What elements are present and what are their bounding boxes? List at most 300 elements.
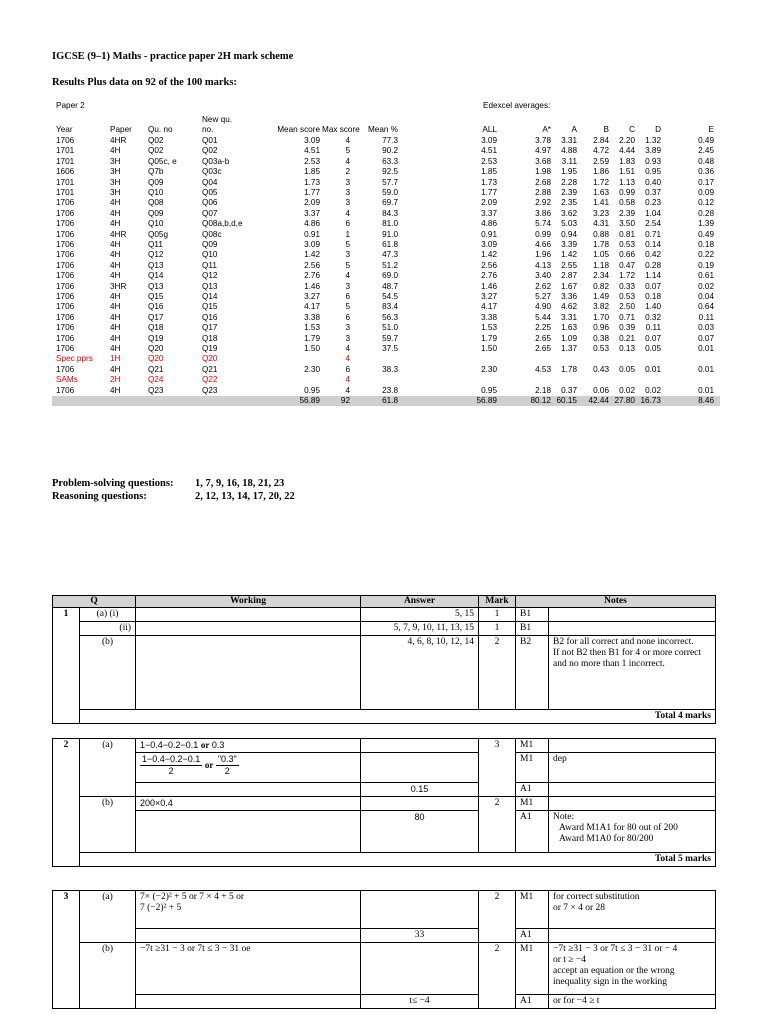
q1-a-ii-code: B1 — [516, 622, 549, 636]
q2-a-code-m1: M1 — [516, 739, 549, 753]
results-row-cell-9: 1.63 — [561, 323, 577, 333]
results-row-cell-4: 1.77 — [304, 188, 320, 197]
results-row-cell-3: Q04 — [202, 177, 218, 187]
results-row-cell-11: 0.66 — [619, 250, 635, 260]
results-totals-cell-11: 27.80 — [614, 396, 635, 405]
results-row-cell-6: 59.0 — [382, 188, 398, 197]
results-row-cell-4: 1.46 — [304, 281, 320, 291]
results-row-cell-13: 0.19 — [698, 260, 714, 270]
results-row-cell-3: Q15 — [202, 302, 218, 312]
q2-b-working: 200×0.4 — [136, 797, 361, 811]
results-row-cell-2: Q19 — [148, 333, 164, 343]
q2-b-code-m1: M1 — [516, 797, 549, 811]
results-row-cell-2: Q13 — [148, 260, 164, 270]
results-row-cell-8: 1.98 — [535, 167, 551, 177]
q2-a-code-m1-dep: M1 — [516, 753, 549, 783]
results-row-cell-10: 1.70 — [593, 312, 609, 322]
results-row-cell-0: 1706 — [56, 323, 75, 333]
results-row-cell-3: Q23 — [202, 385, 218, 395]
results-totals-cell-7: 56.89 — [476, 396, 497, 405]
results-row-cell-5: 3 — [345, 188, 350, 197]
results-row-cell-11: 3.50 — [619, 219, 635, 229]
results-row-cell-1: 4H — [110, 219, 121, 229]
results-row-cell-3: Q21 — [202, 364, 218, 374]
results-row-cell-5: 4 — [345, 385, 350, 395]
results-row-cell-2: Q05c, e — [148, 156, 177, 166]
results-row-cell-12: 0.28 — [645, 260, 661, 270]
results-row-cell-7: 1.50 — [481, 344, 497, 353]
q3-part-b: (b) — [80, 943, 136, 1009]
results-totals-cell-6: 61.8 — [382, 396, 398, 405]
results-row-cell-0: 1706 — [56, 229, 75, 239]
results-row-cell-9: 1.37 — [561, 344, 577, 353]
results-row-cell-1: 3HR — [110, 281, 127, 291]
results-row-cell-6: 90.2 — [382, 146, 398, 156]
results-row-cell-11: 2.20 — [619, 136, 635, 145]
results-row-cell-6: 48.7 — [382, 281, 398, 291]
results-row-cell-11: 0.05 — [619, 364, 635, 374]
results-row-cell-13: 0.49 — [698, 136, 714, 145]
results-row-cell-12: 0.32 — [645, 312, 661, 322]
q2-b-code-a1: A1 — [516, 811, 549, 853]
results-row-cell-11: 0.39 — [619, 323, 635, 333]
q2-part-b: (b) — [80, 797, 136, 853]
q2-number: 2 — [53, 739, 80, 867]
results-row-cell-10: 1.86 — [593, 167, 609, 177]
results-row-cell-7: 2.09 — [481, 198, 497, 208]
q3-b-note-2: or t ≥ −4 — [553, 955, 586, 965]
q1-b-note-2: If not B2 then B1 for 4 or more correct and no more than 1 incorrect. — [553, 648, 702, 669]
results-row-cell-12: 0.95 — [645, 167, 661, 177]
results-totals-cell-10: 42.44 — [588, 396, 609, 405]
results-row-cell-5: 4 — [345, 354, 350, 364]
q3-a-note-1: for correct substitution — [553, 892, 640, 902]
results-row-cell-12: 0.42 — [645, 250, 661, 260]
results-row-cell-5: 3 — [345, 281, 350, 291]
results-header-cell-11: C — [629, 125, 635, 134]
results-row-cell-11: 0.81 — [619, 229, 635, 239]
results-header-cell-7: ALL — [482, 125, 497, 134]
results-row-cell-12: 0.14 — [645, 240, 661, 249]
results-row-cell-5: 1 — [345, 229, 350, 239]
q2-mark-table — [52, 738, 716, 867]
results-row-cell-9: 2.39 — [561, 188, 577, 197]
results-row-cell-13: 0.01 — [698, 344, 714, 353]
results-row-cell-7: 0.95 — [481, 385, 497, 395]
results-row-cell-2: Q17 — [148, 312, 164, 322]
results-row — [52, 354, 720, 364]
results-row-cell-13: 0.28 — [698, 208, 714, 218]
results-row-cell-12: 1.40 — [645, 302, 661, 312]
results-row-cell-3: Q08c — [202, 229, 222, 239]
results-row-cell-10: 3.23 — [593, 208, 609, 218]
results-row-cell-10: 1.18 — [593, 260, 609, 270]
results-row-cell-3: Q17 — [202, 323, 218, 333]
results-row-cell-3: Q03c — [202, 167, 222, 177]
results-row-cell-7: 1.73 — [481, 177, 497, 187]
results-row-cell-13: 0.48 — [698, 156, 714, 166]
results-row-cell-4: 3.09 — [304, 136, 320, 145]
results-header-cell-3: no. — [202, 125, 214, 134]
results-row-cell-1: 2H — [110, 375, 121, 385]
results-row-cell-12: 1.04 — [645, 208, 661, 218]
q1-a-i-answer: 5, 15 — [361, 608, 479, 622]
results-row-cell-6: 47.3 — [382, 250, 398, 260]
results-row-cell-11: 0.02 — [619, 385, 635, 395]
results-row-cell-1: 4H — [110, 323, 121, 333]
q3-mark-table — [52, 890, 716, 1009]
q1-a-i-code: B1 — [516, 608, 549, 622]
results-row-cell-12: 3.89 — [645, 146, 661, 156]
results-row — [52, 334, 720, 344]
results-row — [52, 261, 720, 271]
results-row-cell-11: 0.33 — [619, 281, 635, 291]
results-row-cell-13: 0.61 — [698, 271, 714, 281]
results-row — [52, 250, 720, 260]
results-row — [52, 219, 720, 229]
results-row-cell-11: 0.99 — [619, 188, 635, 197]
results-row-cell-11: 0.47 — [619, 260, 635, 270]
results-row — [52, 365, 720, 375]
q2-a-working-2: $\frac{1-0.4-0.2-0.1}{2}$ or $\frac{"0.3"}{2}$ — [136, 753, 361, 783]
q3-a-working-1: 7× (−2)² + 5 or 7 × 4 + 5 or — [140, 892, 245, 902]
results-row-cell-0: 1706 — [56, 198, 75, 208]
header-working: Working — [136, 596, 361, 608]
results-row-cell-12: 2.54 — [645, 219, 661, 229]
results-row-cell-4: 2.76 — [304, 271, 320, 281]
results-row-cell-0: 1701 — [56, 156, 75, 166]
results-row-cell-3: Q08a,b,d,e — [202, 219, 243, 229]
results-row-cell-10: 1.05 — [593, 250, 609, 260]
results-row-cell-8: 4.97 — [535, 146, 551, 156]
results-row-cell-11: 2.39 — [619, 208, 635, 218]
results-row-cell-13: 0.09 — [698, 188, 714, 197]
results-row-cell-2: Q05g — [148, 229, 169, 239]
results-row-cell-1: 3H — [110, 188, 121, 197]
results-row-cell-7: 2.76 — [481, 271, 497, 281]
results-row-cell-6: 51.2 — [382, 260, 398, 270]
q2-b-note-title: Note: — [553, 812, 575, 822]
results-row-cell-0: 1606 — [56, 167, 75, 177]
results-totals-cell-12: 16.73 — [640, 396, 661, 405]
results-row-cell-1: 4H — [110, 312, 121, 322]
results-row-cell-5: 5 — [345, 146, 350, 156]
results-row-cell-8: 2.18 — [535, 385, 551, 395]
q3-b-code-m1: M1 — [516, 943, 549, 995]
results-row-cell-13: 0.04 — [698, 292, 714, 301]
q3-b-working: −7t ≥31 − 3 or 7t ≤ 3 − 31 oe — [136, 943, 361, 995]
results-row-cell-2: Q16 — [148, 302, 164, 312]
results-row-cell-7: 1.85 — [481, 167, 497, 177]
results-row-cell-13: 0.36 — [698, 167, 714, 177]
results-row-cell-3: Q11 — [202, 260, 217, 270]
results-row — [52, 157, 720, 167]
results-row-cell-0: 1706 — [56, 281, 75, 291]
q1-b-code: B2 — [516, 636, 549, 710]
results-row-cell-1: 4H — [110, 198, 121, 208]
results-row — [52, 344, 720, 354]
results-row-cell-1: 3H — [110, 177, 121, 187]
results-row-cell-6: 57.7 — [382, 177, 398, 187]
header-q: Q — [53, 596, 136, 608]
results-row — [52, 230, 720, 240]
results-row-cell-10: 2.59 — [593, 156, 609, 166]
q3-a-mark: 2 — [479, 891, 516, 943]
results-header-cell-5: Max score — [322, 125, 360, 134]
results-row-cell-6: 92.5 — [382, 167, 398, 177]
results-header-cell-10: B — [603, 125, 609, 134]
results-row-cell-8: 3.40 — [535, 271, 551, 281]
q3-b-mark: 2 — [479, 943, 516, 1009]
results-row-cell-2: Q23 — [148, 385, 164, 395]
results-row-cell-1: 4H — [110, 302, 121, 312]
results-row-cell-9: 3.31 — [561, 312, 577, 322]
results-row — [52, 282, 720, 292]
results-row-cell-6: 59.7 — [382, 333, 398, 343]
results-row-cell-8: 4.66 — [535, 240, 551, 249]
results-row-cell-2: Q02 — [148, 136, 164, 145]
results-row — [52, 302, 720, 312]
results-row-cell-5: 4 — [345, 156, 350, 166]
results-row-cell-4: 4.17 — [304, 302, 320, 312]
results-row-cell-3: Q09 — [202, 240, 218, 249]
results-row-cell-6: 69.0 — [382, 271, 398, 281]
results-row-cell-12: 0.37 — [645, 188, 661, 197]
results-row-cell-3: Q02 — [202, 146, 218, 156]
results-row-cell-11: 0.58 — [619, 198, 635, 208]
results-row-cell-5: 5 — [345, 260, 350, 270]
q3-a-note-2: or 7 × 4 or 28 — [553, 903, 606, 913]
results-row-cell-3: Q13 — [202, 281, 218, 291]
results-row-cell-9: 1.67 — [561, 281, 577, 291]
results-row-cell-3: Q12 — [202, 271, 218, 281]
page-subtitle: Results Plus data on 92 of the 100 marks: — [52, 77, 237, 88]
results-row-cell-12: 0.23 — [645, 198, 661, 208]
results-row-cell-11: 1.13 — [619, 177, 635, 187]
results-row-cell-6: 63.3 — [382, 156, 398, 166]
results-row-cell-9: 5.03 — [561, 219, 577, 229]
results-totals-cell-4: 56.89 — [299, 396, 320, 405]
results-row-cell-9: 3.31 — [561, 136, 577, 145]
results-row-cell-4: 3.27 — [304, 292, 320, 301]
results-row-cell-0: 1706 — [56, 344, 75, 353]
results-row-cell-3: Q16 — [202, 312, 218, 322]
results-row-cell-7: 1.53 — [481, 323, 497, 333]
q2-b-mark: 2 — [479, 797, 516, 853]
results-row-cell-2: Q08 — [148, 198, 164, 208]
results-row-cell-0: 1706 — [56, 385, 75, 395]
results-row-cell-5: 6 — [345, 364, 350, 374]
q2-a-code-a1: A1 — [516, 783, 549, 797]
results-row-cell-13: 0.12 — [698, 198, 714, 208]
results-row-cell-4: 2.30 — [304, 364, 320, 374]
results-row-cell-1: 4H — [110, 146, 121, 156]
results-row-cell-9: 1.95 — [561, 167, 577, 177]
results-header-cell-6: Mean % — [367, 125, 398, 134]
results-row-cell-9: 2.55 — [561, 260, 577, 270]
results-header-cell-8: A* — [542, 125, 551, 134]
results-row-cell-1: 4H — [110, 208, 121, 218]
reasoning-label: Reasoning questions: — [52, 491, 147, 502]
results-row-cell-4: 0.95 — [304, 385, 320, 395]
results-row-cell-4: 2.56 — [304, 260, 320, 270]
results-row-cell-3: Q03a-b — [202, 156, 230, 166]
results-row-cell-8: 5.74 — [535, 219, 551, 229]
results-row-cell-0: 1701 — [56, 177, 75, 187]
results-row-cell-10: 1.72 — [593, 177, 609, 187]
results-row-cell-0: 1706 — [56, 271, 75, 281]
results-totals-cell-9: 60.15 — [556, 396, 577, 405]
results-row-cell-2: Q7b — [148, 167, 164, 177]
results-row — [52, 313, 720, 323]
results-row-cell-8: 4.13 — [535, 260, 551, 270]
q3-number: 3 — [53, 891, 80, 1009]
results-row-cell-2: Q21 — [148, 364, 164, 374]
results-row-cell-3: Q22 — [202, 375, 218, 385]
header-notes: Notes — [516, 596, 716, 608]
results-totals — [52, 396, 720, 406]
results-row-cell-4: 1.79 — [304, 333, 320, 343]
results-row-cell-2: Q20 — [148, 354, 164, 364]
results-row-cell-7: 1.46 — [481, 281, 497, 291]
results-row-cell-8: 5.27 — [535, 292, 551, 301]
results-row — [52, 146, 720, 156]
new-qu-header: New qu. — [202, 115, 233, 124]
results-row-cell-6: 77.3 — [382, 136, 398, 145]
results-row-cell-11: 0.53 — [619, 292, 635, 301]
results-row-cell-12: 0.07 — [645, 333, 661, 343]
results-totals-cell-8: 80.12 — [530, 396, 551, 405]
results-header-cell-2: Qu. no — [148, 125, 173, 134]
results-row-cell-5: 3 — [345, 177, 350, 187]
results-row-cell-7: 3.38 — [481, 312, 497, 322]
results-row-cell-1: 4HR — [110, 136, 127, 145]
results-row-cell-7: 2.53 — [481, 156, 497, 166]
results-row-cell-5: 6 — [345, 292, 350, 301]
results-row-cell-9: 2.87 — [561, 271, 577, 281]
q3-b-answer: t≤ −4 — [361, 995, 479, 1009]
results-row-cell-11: 0.53 — [619, 240, 635, 249]
results-row-cell-11: 0.13 — [619, 344, 635, 353]
results-row-cell-10: 2.34 — [593, 271, 609, 281]
results-row — [52, 167, 720, 177]
results-row — [52, 240, 720, 250]
results-row-cell-11: 1.83 — [619, 156, 635, 166]
q1-a-ii-answer: 5, 7, 9, 10, 11, 13, 15 — [361, 622, 479, 636]
results-row-cell-4: 2.53 — [304, 156, 320, 166]
results-row-cell-9: 0.94 — [561, 229, 577, 239]
results-row-cell-0: 1706 — [56, 364, 75, 374]
results-row-cell-1: 3H — [110, 167, 121, 177]
results-row-cell-4: 1.53 — [304, 323, 320, 333]
averages-label: Edexcel averages: — [483, 101, 551, 110]
q2-a-mark: 3 — [479, 739, 516, 797]
results-row-cell-10: 4.31 — [593, 219, 609, 229]
results-row-cell-5: 4 — [345, 271, 350, 281]
results-row-cell-10: 0.82 — [593, 281, 609, 291]
results-row-cell-13: 0.22 — [698, 250, 714, 260]
results-header-cell-9: A — [571, 125, 577, 134]
results-row-cell-10: 0.53 — [593, 344, 609, 353]
q3-a-code-a1: A1 — [516, 929, 549, 943]
paper-label: Paper 2 — [56, 101, 85, 110]
results-row-cell-3: Q18 — [202, 333, 218, 343]
results-row-cell-10: 1.49 — [593, 292, 609, 301]
results-totals-cell-5: 92 — [340, 396, 350, 405]
results-row-cell-4: 1.50 — [304, 344, 320, 353]
results-row-cell-0: 1701 — [56, 188, 75, 197]
results-row-cell-9: 3.11 — [561, 156, 577, 166]
results-row-cell-9: 3.39 — [561, 240, 577, 249]
header-answer: Answer — [361, 596, 479, 608]
results-row-cell-0: SAMs — [56, 375, 78, 385]
results-row-cell-1: 4H — [110, 240, 121, 249]
problem-solving-label: Problem-solving questions: — [52, 478, 174, 489]
results-row-cell-9: 3.62 — [561, 208, 577, 218]
q2-b-note-2: Award M1A0 for 80/200 — [559, 834, 654, 844]
results-row-cell-13: 0.64 — [698, 302, 714, 312]
results-row — [52, 375, 720, 385]
results-row-cell-10: 1.63 — [593, 188, 609, 197]
results-row-cell-5: 5 — [345, 240, 350, 249]
results-row-cell-3: Q01 — [202, 136, 218, 145]
results-row-cell-8: 2.68 — [535, 177, 551, 187]
results-row-cell-1: 4H — [110, 250, 121, 260]
results-row-cell-13: 0.02 — [698, 281, 714, 291]
results-row-cell-6: 54.5 — [382, 292, 398, 301]
results-row-cell-5: 2 — [345, 167, 350, 177]
results-row-cell-11: 2.50 — [619, 302, 635, 312]
results-row-cell-5: 4 — [345, 375, 350, 385]
q3-b-code-a1: A1 — [516, 995, 549, 1009]
q3-a-code-m1: M1 — [516, 891, 549, 929]
results-row-cell-2: Q11 — [148, 240, 163, 249]
results-row-cell-0: 1706 — [56, 208, 75, 218]
q2-b-note-1: Award M1A1 for 80 out of 200 — [559, 823, 678, 833]
results-row-cell-4: 1.42 — [304, 250, 320, 260]
results-row-cell-12: 0.07 — [645, 281, 661, 291]
results-row-cell-2: Q09 — [148, 208, 164, 218]
results-row-cell-6: 37.5 — [382, 344, 398, 353]
results-row-cell-3: Q06 — [202, 198, 218, 208]
results-row-cell-3: Q10 — [202, 250, 218, 260]
results-row-cell-0: 1706 — [56, 219, 75, 229]
q1-part-b: (b) — [80, 636, 136, 710]
results-row-cell-3: Q07 — [202, 208, 218, 218]
problem-solving-values: 1, 7, 9, 16, 18, 21, 23 — [195, 478, 285, 489]
results-row-cell-7: 3.27 — [481, 292, 497, 301]
results-row-cell-8: 2.25 — [535, 323, 551, 333]
results-row-cell-7: 2.56 — [481, 260, 497, 270]
results-row-cell-2: Q24 — [148, 375, 164, 385]
results-row-cell-1: 4H — [110, 292, 121, 301]
results-row-cell-12: 1.14 — [645, 271, 661, 281]
results-row-cell-9: 1.42 — [561, 250, 577, 260]
results-row-cell-3: Q19 — [202, 344, 218, 353]
results-row-cell-9: 1.78 — [561, 364, 577, 374]
results-row-cell-7: 1.79 — [481, 333, 497, 343]
results-row-cell-3: Q14 — [202, 292, 218, 301]
results-row-cell-5: 6 — [345, 312, 350, 322]
q3-b-note-3: accept an equation or the wrong inequality sign in the working — [553, 966, 675, 987]
q3-b-note-1: −7t ≥31 − 3 or 7t ≤ 3 − 31 or − 4 — [553, 944, 678, 954]
results-row-cell-1: 4H — [110, 333, 121, 343]
results-row-cell-7: 4.51 — [481, 146, 497, 156]
results-row-cell-12: 0.71 — [645, 229, 661, 239]
results-row-cell-12: 0.11 — [645, 323, 661, 333]
results-row-cell-12: 0.01 — [645, 364, 661, 374]
results-header-cell-13: E — [708, 125, 714, 134]
